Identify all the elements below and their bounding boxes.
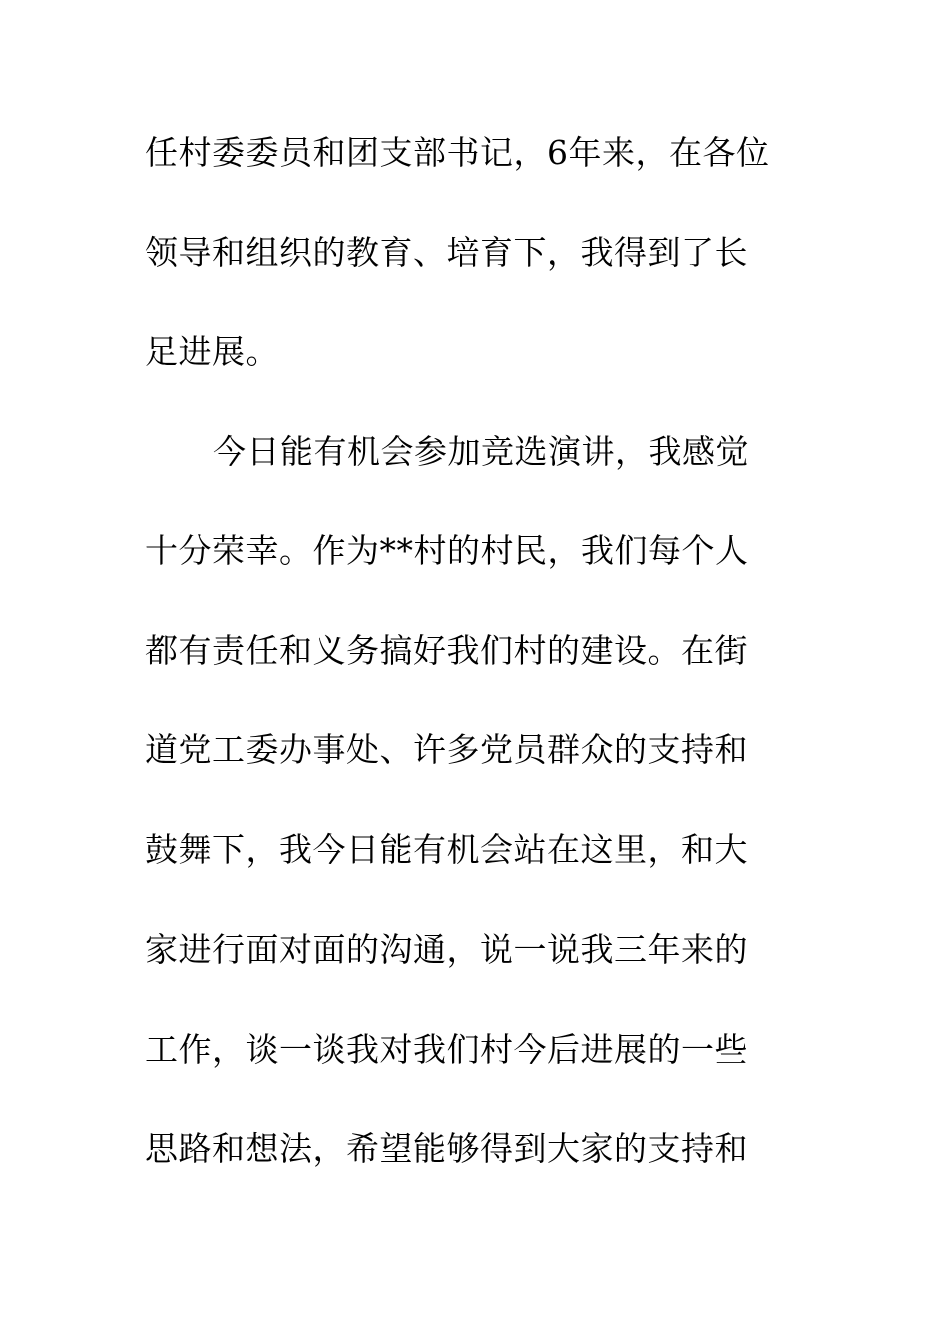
text-line: 道党工委办事处、许多党员群众的支持和 — [145, 730, 748, 769]
text-line: 任村委委员和团支部书记，6年来，在各位 — [145, 133, 770, 172]
text-line: 十分荣幸。作为**村的村民，我们每个人 — [145, 531, 749, 570]
text-line: 足进展。 — [145, 332, 279, 371]
paragraph-first-line: 今日能有机会参加竞选演讲，我感觉 — [213, 432, 749, 471]
text-line: 领导和组织的教育、培育下，我得到了长 — [145, 233, 748, 272]
text-line: 都有责任和义务搞好我们村的建设。在街 — [145, 631, 748, 670]
text-line: 鼓舞下，我今日能有机会站在这里，和大 — [145, 830, 748, 869]
text-line: 思路和想法，希望能够得到大家的支持和 — [145, 1129, 748, 1168]
text-line: 工作，谈一谈我对我们村今后进展的一些 — [145, 1030, 748, 1069]
text-line: 家进行面对面的沟通，说一说我三年来的 — [145, 930, 748, 969]
